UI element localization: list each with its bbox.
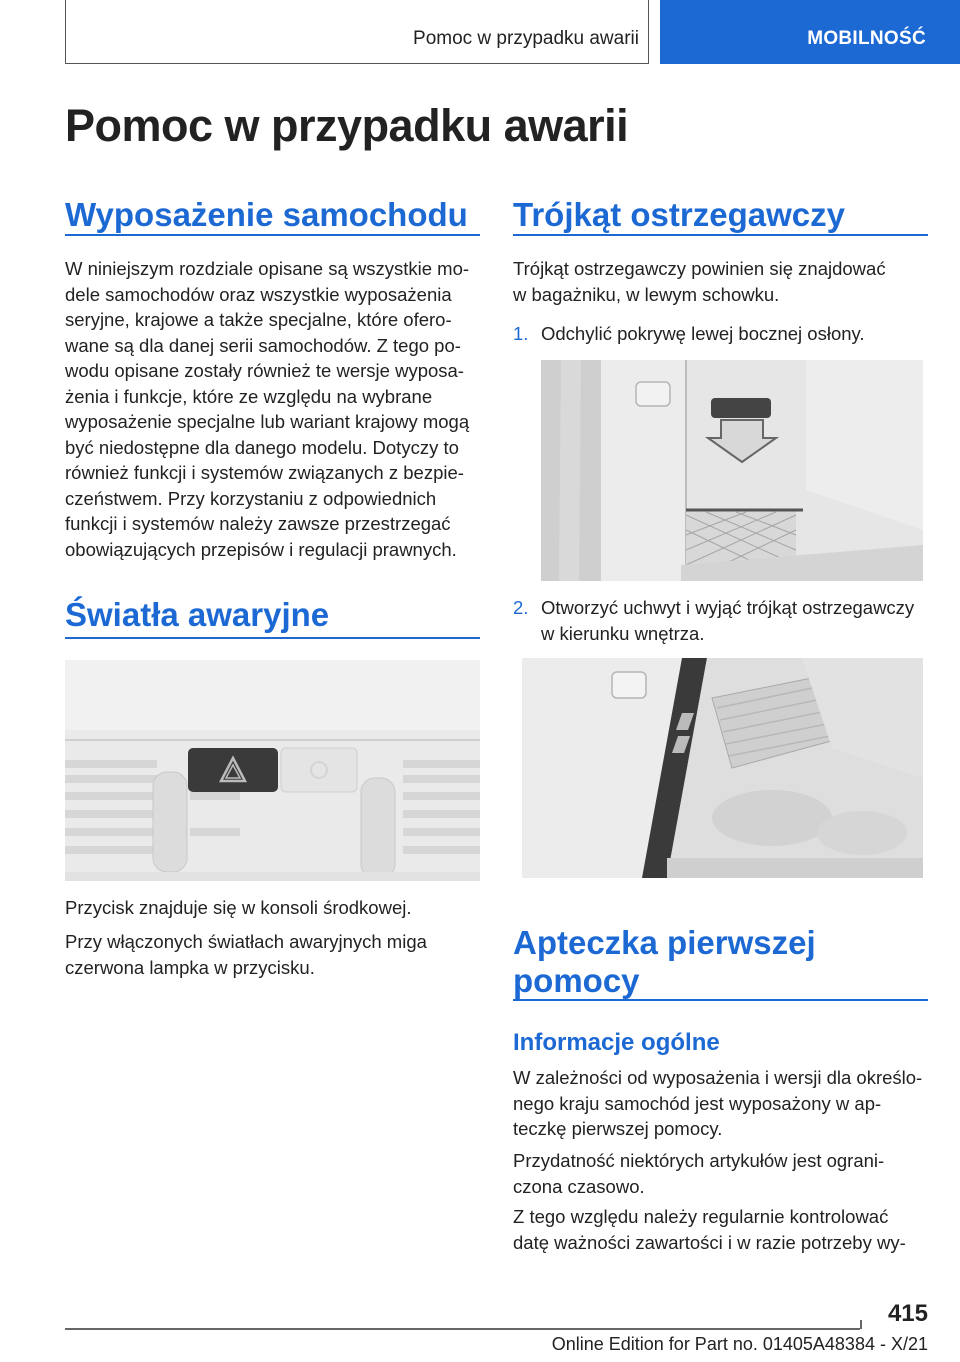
- step-1-text: Odchylić pokrywę lewej bocznej osłony.: [541, 323, 865, 344]
- heading-hazard-lights: Światła awaryjne: [65, 596, 330, 633]
- heading-rule: [65, 234, 480, 236]
- triangle-intro-text: Trójkąt ostrzegawczy powinien się znajdować w bagażniku, w lewym schowku.: [513, 258, 886, 305]
- page-title: Pomoc w przypadku awarii: [65, 100, 629, 151]
- edition-text: Online Edition for Part no. 01405A48384 - X/21: [551, 1334, 928, 1354]
- hazard-button-photo: [65, 660, 480, 881]
- footer-tick: [860, 1320, 862, 1329]
- heading-equipment: Wyposażenie samochodu: [65, 196, 468, 233]
- heading-rule: [513, 234, 928, 236]
- heading-rule: [65, 637, 480, 639]
- equipment-paragraph: W niniejszym rozdziale opisane są wszystkie mo‐ dele samochodów oraz wszystkie wyposażenia seryjne, krajowe a także specjalne, które ofero‐ wane są dla danej serii samochodów. Z tego po‐ wodu opisane zostały również te wersje wyposa‐ żenia i funkcje, które ze względu na wybrane wyposażenie specjalne lub wariant krajowy mogą być niedostępne dla danego modelu. Dotyczy to również funkcji i systemów związanych z bezpie‐ czeństwem. Przy korzystaniu z odpowiednich funkcji i systemów należy zawsze przestrzegać obowiązujących przepisów i regulacji prawnych.: [65, 258, 470, 560]
- triangle-compartment-photo: [522, 658, 923, 878]
- heading-rule: [513, 999, 928, 1001]
- heading-first-aid: Apteczka pierwszej pomocy: [513, 924, 816, 999]
- header-section-title: Pomoc w przypadku awarii: [413, 28, 639, 49]
- footer-rule: [65, 1328, 860, 1330]
- step-2-text: Otworzyć uchwyt i wyjąć trójkąt ostrzegawczy w kierunku wnętrza.: [541, 597, 915, 644]
- hazard-location-text: Przycisk znajduje się w konsoli środkowej.: [65, 897, 412, 918]
- hazard-lamp-text: Przy włączonych światłach awaryjnych miga czerwona lampka w przycisku.: [65, 931, 427, 978]
- trunk-panel-photo: [541, 360, 923, 581]
- step-number-1: 1.: [513, 323, 529, 344]
- first-aid-para-3: Z tego względu należy regularnie kontrolować datę ważności zawartości i w razie potrzeby wy‐: [513, 1206, 906, 1253]
- chapter-tab-label: MOBILNOŚĆ: [807, 28, 926, 49]
- page-number: 415: [887, 1300, 928, 1327]
- subheading-general-info: Informacje ogólne: [513, 1029, 720, 1056]
- first-aid-para-1: W zależności od wyposażenia i wersji dla określo‐ nego kraju samochód jest wyposażony w ap‐ teczkę pierwszej pomocy.: [513, 1067, 923, 1139]
- heading-warning-triangle: Trójkąt ostrzegawczy: [513, 196, 845, 233]
- step-number-2: 2.: [513, 597, 529, 618]
- first-aid-para-2: Przydatność niektórych artykułów jest ograni‐ czona czasowo.: [513, 1150, 885, 1197]
